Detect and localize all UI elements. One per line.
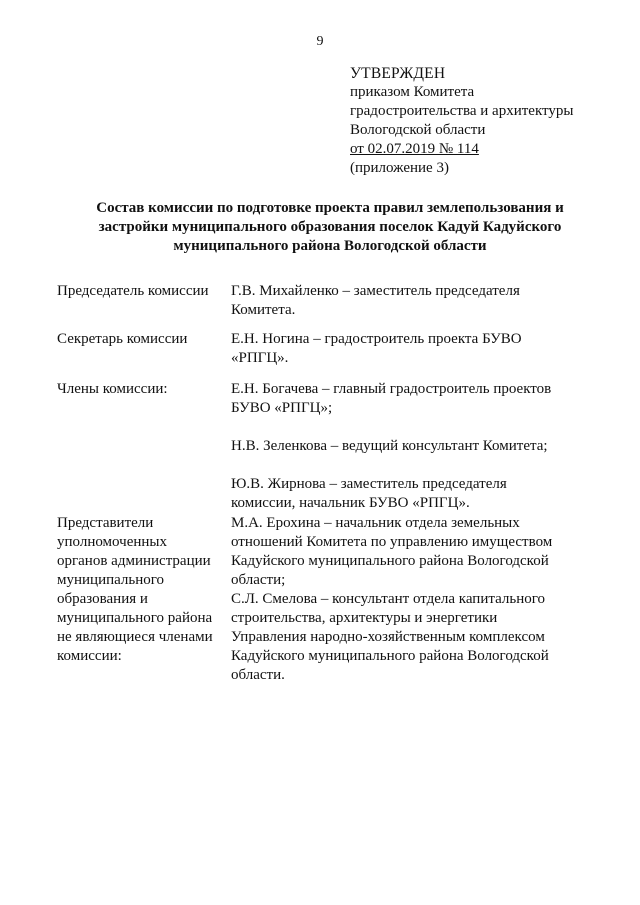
desc-line: Кадуйского муниципального района Вологодской — [231, 553, 549, 569]
desc-line: «РПГЦ». — [231, 350, 289, 366]
desc-line: комиссии, начальник БУВО «РПГЦ». — [231, 495, 470, 511]
representatives-description — [231, 514, 601, 685]
desc-line: отношений Комитета по управлению имуществом — [231, 534, 553, 550]
role-line: муниципального — [57, 572, 165, 588]
heading-line: застройки муниципального образования поселок Кадуй Кадуйского — [98, 219, 562, 235]
desc-line: Е.Н. Ногина – градостроитель проекта БУВО — [231, 331, 522, 347]
desc-line: Кадуйского муниципального района Вологодской — [231, 648, 549, 664]
secretary-role: Секретарь комиссии — [57, 331, 188, 347]
representatives-role — [57, 514, 227, 666]
desc-line: области; — [231, 572, 286, 588]
members-role: Члены комиссии: — [57, 381, 168, 397]
approval-line: приказом Комитета — [350, 84, 475, 100]
members-description — [231, 380, 601, 513]
chair-role: Председатель комиссии — [57, 283, 209, 299]
desc-line: Е.Н. Богачева – главный градостроитель проектов — [231, 381, 552, 397]
desc-line: Ю.В. Жирнова – заместитель председателя — [231, 476, 507, 492]
approval-stamp — [350, 64, 573, 178]
role-line: уполномоченных — [57, 534, 167, 550]
approval-title: УТВЕРЖДЕН — [350, 65, 446, 82]
approval-line: градостроительства и архитектуры — [350, 103, 574, 119]
approval-appendix: (приложение 3) — [350, 160, 449, 176]
role-line: органов администрации — [57, 553, 211, 569]
desc-line: БУВО «РПГЦ»; — [231, 400, 333, 416]
document-heading — [70, 199, 590, 256]
desc-line: М.А. Ерохина – начальник отдела земельных — [231, 515, 520, 531]
role-line: не являющиеся членами — [57, 629, 213, 645]
chair-description — [231, 282, 601, 320]
role-line: Представители — [57, 515, 154, 531]
desc-line: С.Л. Смелова – консультант отдела капитального — [231, 591, 546, 607]
desc-line: Управления народно-хозяйственным комплексом — [231, 629, 545, 645]
approval-line: Вологодской области — [350, 122, 486, 138]
approval-order: от 02.07.2019 № 114 — [350, 141, 479, 157]
page-number: 9 — [316, 34, 324, 49]
role-line: комиссии: — [57, 648, 122, 664]
secretary-description — [231, 330, 601, 368]
desc-line: строительства, архитектуры и энергетики — [231, 610, 498, 626]
desc-line: Комитета. — [231, 302, 296, 318]
desc-line: Г.В. Михайленко – заместитель председателя — [231, 283, 520, 299]
role-line: образования и — [57, 591, 148, 607]
desc-line: Н.В. Зеленкова – ведущий консультант Комитета; — [231, 438, 548, 454]
desc-line: области. — [231, 667, 285, 683]
role-line: муниципального района — [57, 610, 213, 626]
heading-line: Состав комиссии по подготовке проекта правил землепользования и — [96, 200, 564, 216]
heading-line: муниципального района Вологодской области — [173, 238, 487, 254]
